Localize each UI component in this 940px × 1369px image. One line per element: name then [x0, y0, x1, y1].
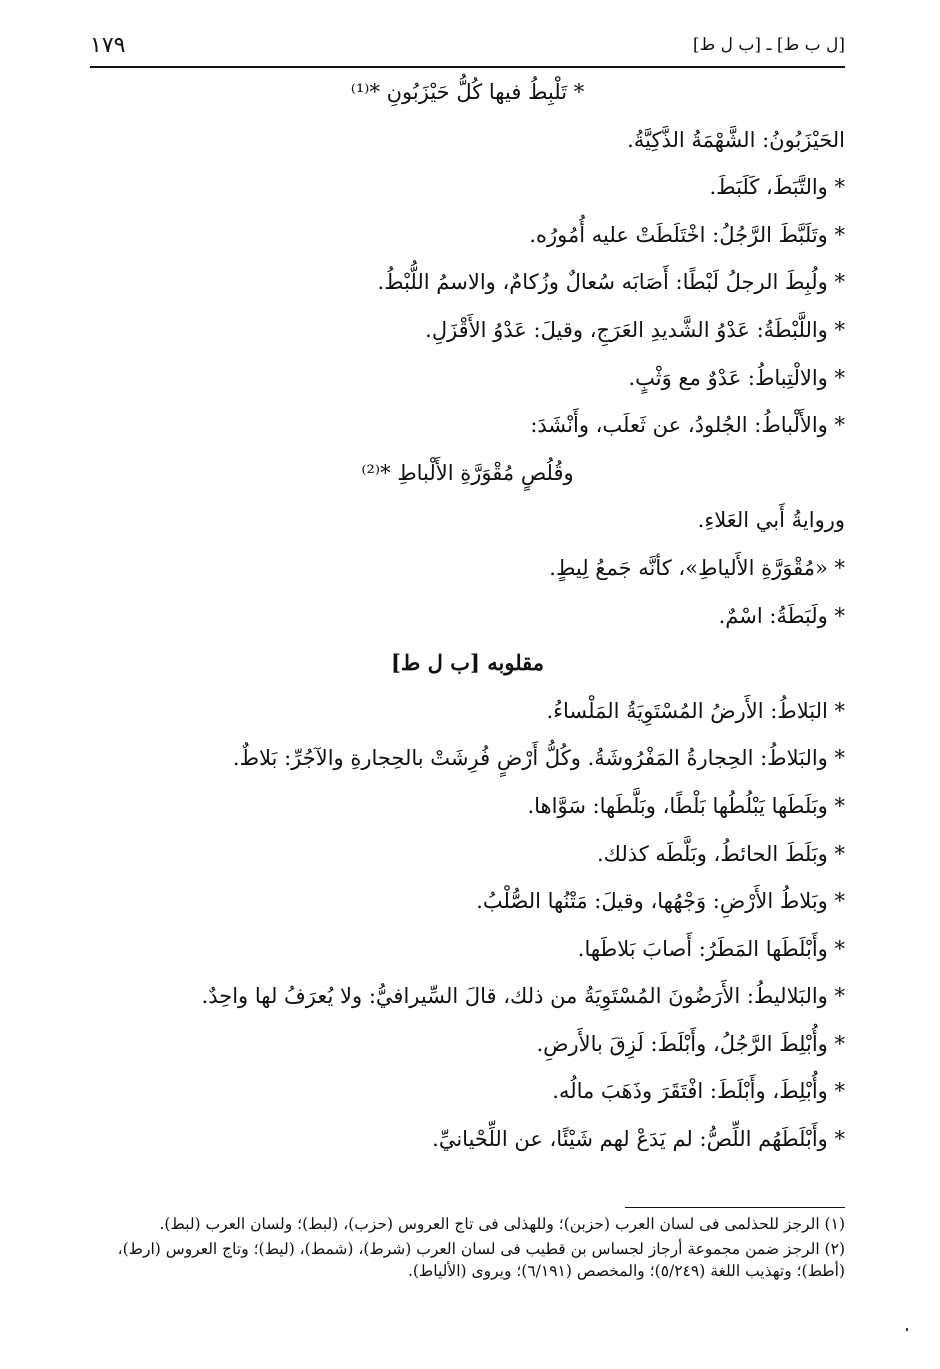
- entry-line: * وأَبْلَطَها المَطَرُ: أَصابَ بَلاطَها.: [577, 936, 845, 961]
- verse-line: * تَلْبِطُ فيها كُلُّ حَيْزَبُونِ *⁽¹⁾: [350, 80, 585, 104]
- section-heading: مقلوبه [ب ل ط]: [390, 650, 545, 676]
- entry-line: * البَلاطُ: الأَرضُ المُسْتَوِيَةُ المَلْساءُ.: [546, 698, 845, 723]
- entry-line: * واللَّبْطَةُ: عَدْوُ الشَّديدِ العَرَجِ، وقيلَ: عَدْوُ الأَقْزَلِ.: [425, 317, 845, 342]
- verse-line: وقُلُصٍ مُقْوَرَّةِ الأَلْباطِ *⁽²⁾: [361, 460, 574, 485]
- entry-line: * والبَلاطُ: الحِجارةُ المَفْرُوشَةُ. وكُلُّ أَرْضٍ فُرِشَتْ بالحِجارةِ والآجُرِّ: بَلاطٌ.: [232, 746, 845, 771]
- entry-line: * «مُقْوَرَّةِ الأَلياطِ»، كأنَّه جَمعُ لِيطٍ.: [549, 555, 845, 580]
- footnote: (٢) الرجز ضمن مجموعة أرجاز لجساس بن قطيب فى لسان العرب (شرط)، (شمط)، (ليط)؛ وتاج العروس (ارط)، (أطط)؛ وتهذيب اللغة (٥/٢٤٩)؛ والمخصص (٦/١٩١)؛ ويروى (الألياط).: [117, 1240, 845, 1280]
- entry-line: * ولُبِطَ الرجلُ لَبْطًا: أَصَابَه سُعالٌ وزُكامٌ، والاسمُ اللُّبْطُ.: [377, 270, 845, 295]
- header-rule: [90, 66, 845, 68]
- main-text: [90, 80, 845, 1175]
- entry-line: * وبَلاطُ الأَرْضِ: وَجْهُها، وقيلَ: مَتْنُها الصُّلْبُ.: [476, 889, 845, 914]
- entry-line: * وأُبْلِطَ، وأَبْلَطَ: افْتَقَرَ وذَهَبَ مالُه.: [552, 1079, 845, 1104]
- footnote-rule: [625, 1207, 845, 1208]
- entry-line: * والأَلْباطُ: الجُلودُ، عن ثَعلَب، وأَنْشَدَ:: [530, 413, 845, 438]
- footnotes: [90, 1213, 845, 1285]
- entry-line: * وبَلَطَ الحائطُ، وبَلَّطَه كذلك.: [596, 841, 845, 866]
- entry-line: * والتَّبَطَ، كَلَبَطَ.: [709, 175, 845, 200]
- page-header: [90, 28, 845, 62]
- entry-line: * وأُبْلِطَ الرَّجُلُ، وأَبْلَطَ: لَزِقَ بالأَرضِ.: [536, 1031, 845, 1056]
- running-title: [ل ب ط] ـ [ب ل ط]: [692, 35, 845, 55]
- footnote: (١) الرجز للحذلمى فى لسان العرب (حزبن)؛ وللهذلى فى تاج العروس (حزب)، (لبط)؛ ولسان العرب (لبط).: [159, 1215, 845, 1233]
- entry-line: * والبَلاليطُ: الأَرَضُونَ المُسْتَوِيَةُ من ذلك، قالَ السِّيرافيُّ: ولا يُعرَفُ لها واحِدٌ.: [201, 984, 845, 1009]
- text-line: الحَيْزَبُونُ: الشَّهْمَةُ الذَّكِيَّةُ.: [627, 127, 845, 152]
- text-line: وروايةُ أَبي العَلاءِ.: [697, 508, 845, 533]
- page-number: ١٧٩: [90, 32, 126, 58]
- scan-speck: [906, 1328, 908, 1331]
- entry-line: * وتَلَبَّطَ الرَّجُلُ: اخْتَلَطَتْ عليه أُمُورُه.: [529, 222, 845, 247]
- entry-line: * وبَلَطَها يَبْلُطُها بَلْطًا، وبَلَّطَها: سَوَّاها.: [527, 793, 845, 818]
- entry-line: * ولَبَطَةُ: اسْمٌ.: [718, 603, 845, 628]
- entry-line: * وأَبْلَطَهُم اللِّصُّ: لم يَدَعْ لهم شَيْئًا، عن اللِّحْيانيِّ.: [432, 1127, 845, 1152]
- entry-line: * والالْتِباطُ: عَدْوٌ مع وَثْبٍ.: [628, 365, 845, 390]
